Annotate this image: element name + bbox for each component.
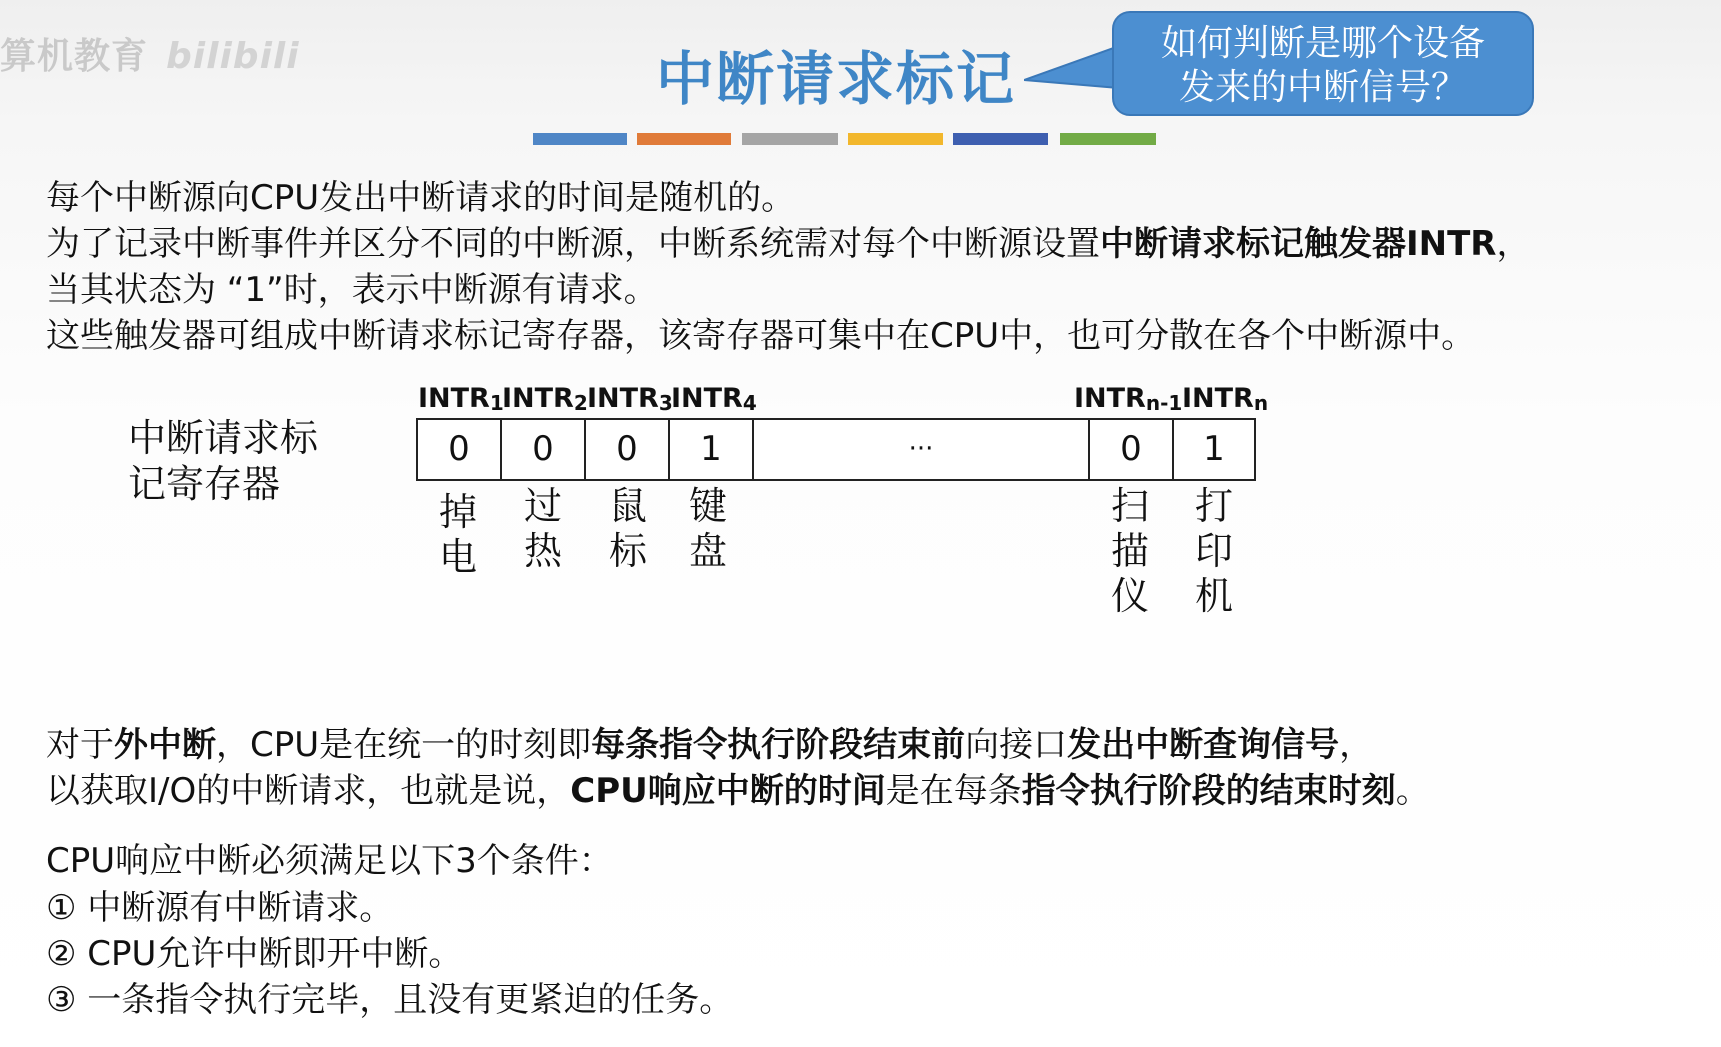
external-interrupt-term: 外中断 [114,725,216,765]
execution-end-term: 指令执行阶段的结束时刻 [1021,771,1396,811]
interrupt-request-register [416,418,1256,481]
bilibili-logo: bilibili [166,36,300,77]
device-char: 热 [523,529,562,573]
page-title: 中断请求标记 [655,45,1016,113]
device-keyboard [685,484,731,574]
register-cell-intr2: 0 [502,420,586,479]
bit-header-base: INTR [587,383,659,414]
external-interrupt-line-2 [46,768,1430,814]
register-label-line-1: 中断请求标 [128,416,319,460]
intr-flipflop-term: 中断请求标记触发器INTR [1100,224,1497,264]
device-char: 过 [523,484,562,528]
bit-header-sub: 4 [742,391,757,415]
text-fragment: ，CPU是在统一的时刻即 [216,725,592,765]
text-fragment: 是在每条 [885,771,1022,811]
device-scanner [1107,484,1153,619]
device-char: 描 [1110,529,1149,573]
device-char: 机 [1194,574,1233,618]
device-char: 掉 [438,490,477,534]
callout-line-1: 如何判断是哪个设备 [1160,23,1485,64]
intro-line-1: 每个中断源向CPU发出中断请求的时间是随机的。 [46,178,796,218]
text-fragment: 。 [1395,771,1430,811]
bit-header-base: INTR [1182,383,1254,414]
device-char: 标 [608,529,647,573]
bit-header-sub: 1 [489,391,504,415]
bit-header-sub: 3 [658,391,673,415]
bit-header-base: INTR [671,383,743,414]
intro-line-2-text: 为了记录中断事件并区分不同的中断源，中断系统需对每个中断源设置 [46,224,1100,264]
bit-header-base: INTR [418,383,490,414]
device-mouse [605,484,651,574]
device-char: 打 [1194,484,1233,528]
intro-line-4: 这些触发器可组成中断请求标记寄存器，该寄存器可集中在CPU中，也可分散在各个中断源中。 [46,316,1476,356]
color-bar-darkblue [953,133,1048,145]
bit-header-base: INTR [502,383,574,414]
conditions-heading: CPU响应中断必须满足以下3个条件： [46,841,613,881]
device-power-failure [435,490,481,580]
intro-line-2-punct: ， [1496,224,1531,264]
bit-header-intr-n [1182,383,1268,415]
query-signal-term: 发出中断查询信号 [1067,725,1340,765]
bit-header-base: INTR [1074,383,1146,414]
condition-item-2: ② CPU允许中断即开中断。 [46,934,463,974]
register-cell-intr-n-minus-1: 0 [1090,420,1174,479]
response-time-term: CPU响应中断的时间 [570,771,886,811]
bit-header-intr1 [418,383,504,415]
register-cell-intr3: 0 [586,420,670,479]
bit-header-intr4 [671,383,757,415]
callout-pointer [1024,44,1120,90]
condition-item-1: ① 中断源有中断请求。 [46,888,394,928]
before-execution-end-term: 每条指令执行阶段结束前 [591,725,966,765]
callout-line-2: 发来的中断信号？ [1178,67,1467,108]
bit-header-sub: 2 [573,391,588,415]
bit-header-sub: n [1253,391,1269,415]
question-callout [1112,11,1534,116]
register-cell-intr4: 1 [670,420,754,479]
bit-header-intr2 [502,383,588,415]
color-bar-yellow [848,133,943,145]
intro-line-3: 当其状态为 “1”时，表示中断源有请求。 [46,270,658,310]
text-fragment: 以获取I/O的中断请求，也就是说， [46,771,571,811]
device-char: 盘 [688,529,727,573]
color-bar-blue [533,133,627,145]
external-interrupt-line-1 [46,722,1373,768]
color-bar-green [1060,133,1156,145]
text-fragment: 对于 [46,725,114,765]
watermark-text: 算机教育 [0,36,149,77]
bit-header-intr3 [587,383,673,415]
text-fragment: 向接口 [965,725,1068,765]
condition-item-3: ③ 一条指令执行完毕，且没有更紧迫的任务。 [46,980,734,1020]
device-char: 键 [688,484,727,528]
intro-line-2 [46,221,1530,267]
device-char: 鼠 [608,484,647,528]
color-bar-orange [637,133,731,145]
device-char: 仪 [1110,574,1149,618]
color-bar-gray [742,133,838,145]
register-label [128,415,318,507]
register-cell-intr-n: 1 [1203,429,1225,469]
register-cell-intr1: 0 [418,420,502,479]
bit-header-intr-n-minus-1 [1074,383,1182,415]
register-cell-ellipsis: ··· [754,420,1090,479]
device-overheat [520,484,566,574]
text-fragment: ， [1339,725,1374,765]
register-label-line-2: 记寄存器 [128,462,281,506]
device-printer [1191,484,1237,619]
bit-header-sub: n-1 [1145,391,1183,415]
device-char: 印 [1194,529,1233,573]
device-char: 扫 [1110,484,1149,528]
device-char: 电 [438,535,477,579]
